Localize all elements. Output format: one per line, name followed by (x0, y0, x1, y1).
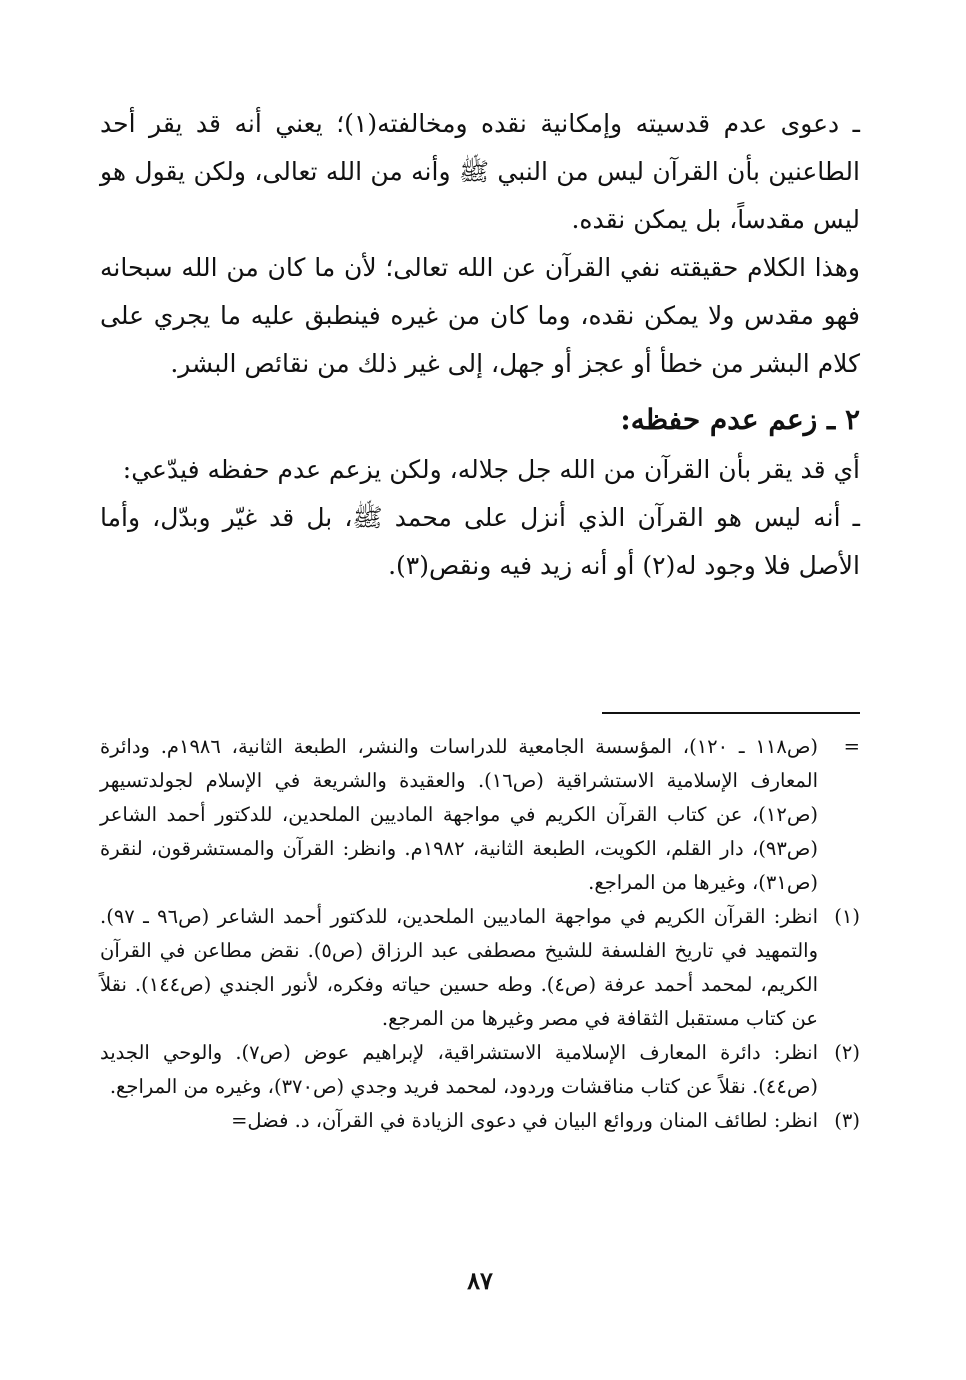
paragraph-claim-not-preserved: أي قد يقر بأن القرآن من الله جل جلاله، ولكن يزعم عدم حفظه فيدّعي: (122, 455, 860, 484)
footnote-text: انظر: دائرة المعارف الإسلامية الاستشراقية، لإبراهيم عوض (ص٧). والوحي الجديد (ص٤٤). نقلاً عن كتاب مناقشات وردود، لمحمد فريد وجدي (ص٣٧٠)، وغيره من المراجع. (100, 1041, 818, 1098)
footnote-text: (ص١١٨ ـ ١٢٠)، المؤسسة الجامعية للدراسات والنشر، الطبعة الثانية، ١٩٨٦م. ودائرة المعارف الإسلامية الاستشراقية (ص١٦). والعقيدة والشريعة في الإسلام لجولدتسيهر (ص١٢)، عن كتاب القرآن الكريم في مواجهة الماديين الملحدين، للدكتور أحمد الشاعر (ص٩٣)، دار القلم، الكويت، الطبعة الثانية، ١٩٨٢م. وانظر: القرآن والمستشرقون، لنقرة (ص٣١)، وغيرها من المراجع. (100, 735, 818, 894)
footnote-continued (100, 730, 860, 900)
footnote-2 (100, 1036, 860, 1104)
paragraph-explanation: وهذا الكلام حقيقته نفي القرآن عن الله تعالى؛ لأن ما كان من الله سبحانه فهو مقدس ولا يمكن نقده، وما كان من غيره فينطبق عليه ما يجري على كلام البشر من خطأ أو عجز أو جهل، إلى غير ذلك من نقائص البشر. (100, 253, 860, 378)
footnote-1 (100, 900, 860, 1036)
footnote-separator (602, 712, 860, 714)
book-page (100, 100, 860, 1340)
paragraph-claim-unholiness: ـ دعوى عدم قدسيته وإمكانية نقده ومخالفته(١)؛ يعني أنه قد يقر أحد الطاعنين بأن القرآن ليس من النبي ﷺ وأنه من الله تعالى، ولكن يقول هو ليس مقدساً، بل يمكن نقده. (100, 109, 860, 234)
section-heading: ٢ ـ زعم عدم حفظه: (620, 403, 860, 436)
footnote-mark: (٣) (834, 1109, 860, 1132)
footnote-3 (100, 1104, 860, 1138)
footnote-mark: = (843, 735, 860, 758)
page-number: ٨٧ (467, 1266, 493, 1295)
footnote-text: انظر: القرآن الكريم في مواجهة الماديين الملحدين، للدكتور أحمد الشاعر (ص٩٦ ـ ٩٧). والتمهيد في تاريخ الفلسفة للشيخ مصطفى عبد الرزاق (ص٥). نقض مطاعن في القرآن الكريم، لمحمد أحمد عرفة (ص٤). وطه حسين حياته وفكره، لأنور الجندي (ص١٤٤). نقلاً عن كتاب مستقبل الثقافة في مصر وغيرها من المرجع. (100, 905, 819, 1030)
footnotes (100, 730, 860, 1138)
footnote-text: انظر: لطائف المنان وروائع البيان في دعوى الزيادة في القرآن، د. فضل= (231, 1109, 818, 1132)
paragraph-altered: ـ أنه ليس هو القرآن الذي أنزل على محمد ﷺ، بل قد غيّر وبدّل، وأما الأصل فلا وجود له(٢) أو أنه زيد فيه ونقص(٣). (100, 503, 860, 580)
footnote-mark: (١) (834, 905, 860, 928)
footnote-mark: (٢) (834, 1041, 860, 1064)
